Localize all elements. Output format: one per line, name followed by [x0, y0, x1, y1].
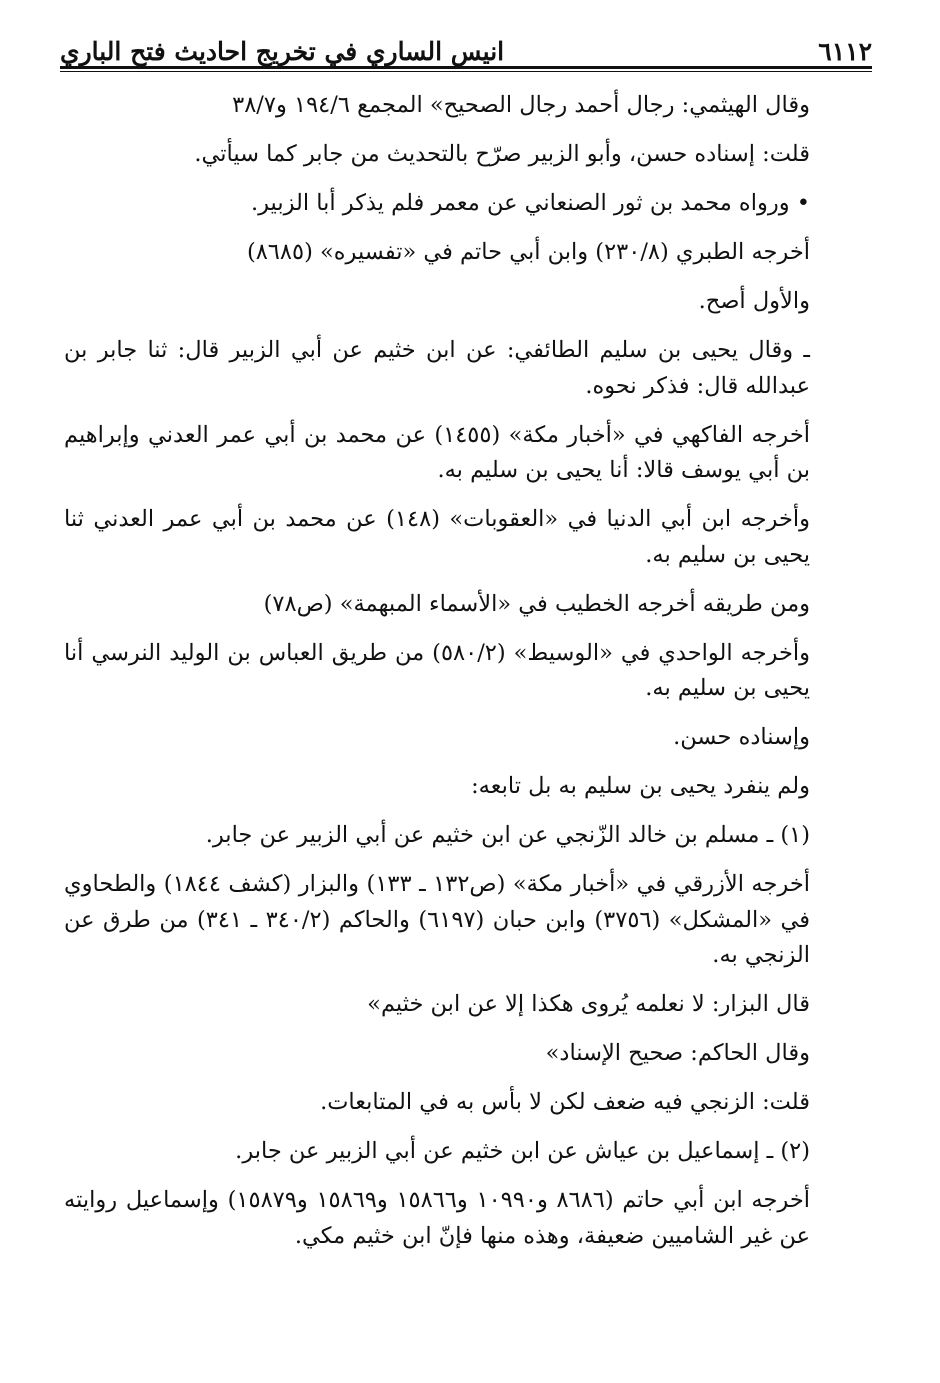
header-rule: [60, 66, 872, 69]
paragraph: والأول أصح.: [698, 288, 810, 314]
paragraph: أخرجه الأزرقي في «أخبار مكة» (ص١٣٢ ـ ١٣٣) والبزار (كشف ١٨٤٤) والطحاوي في «المشكل» (٣٧٥٦) وابن حبان (٦١٩٧) والحاكم (٣٤٠/٢ ـ ٣٤١) من طرق عن الزنجي به.: [64, 871, 810, 968]
paragraph: أخرجه الفاكهي في «أخبار مكة» (١٤٥٥) عن محمد بن أبي عمر العدني وإبراهيم بن أبي يوسف قالا: أنا يحيى بن سليم به.: [64, 421, 810, 483]
paragraph: قلت: الزنجي فيه ضعف لكن لا بأس به في المتابعات.: [320, 1089, 810, 1115]
paragraph: وقال الحاكم: صحيح الإسناد»: [545, 1040, 810, 1066]
paragraph: قلت: إسناده حسن، وأبو الزبير صرّح بالتحديث من جابر كما سيأتي.: [194, 141, 810, 167]
paragraph: (٢) ـ إسماعيل بن عياش عن ابن خثيم عن أبي الزبير عن جابر.: [235, 1138, 810, 1164]
paragraph: أخرجه ابن أبي حاتم (٨٦٨٦ و١٠٩٩٠ و١٥٨٦٦ و١٥٨٦٩ و١٥٨٧٩) وإسماعيل روايته عن غير الشاميين ضعيفة، وهذه منها فإنّ ابن خثيم مكي.: [64, 1187, 810, 1249]
header-rule-thin: [60, 71, 872, 72]
paragraph: ومن طريقه أخرجه الخطيب في «الأسماء المبهمة» (ص٧٨): [263, 590, 810, 617]
paragraph: وأخرجه الواحدي في «الوسيط» (٥٨٠/٢) من طريق العباس بن الوليد النرسي أنا يحيى بن سليم به.: [64, 639, 810, 701]
paragraph: ـ وقال يحيى بن سليم الطائفي: عن ابن خثيم عن أبي الزبير قال: ثنا جابر بن عبدالله قال: فذكر نحوه.: [64, 337, 810, 399]
paragraph: أخرجه الطبري (٢٣٠/٨) وابن أبي حاتم في «تفسيره» (٨٦٨٥): [246, 239, 810, 265]
paragraph: • ورواه محمد بن ثور الصنعاني عن معمر فلم يذكر أبا الزبير.: [250, 190, 810, 216]
paragraph: وإسناده حسن.: [673, 724, 810, 750]
paragraph: وقال الهيثمي: رجال أحمد رجال الصحيح» المجمع ١٩٤/٦ و٣٨/٧: [232, 92, 810, 118]
paragraph: قال البزار: لا نعلمه يُروى هكذا إلا عن ابن خثيم»: [367, 991, 810, 1017]
paragraph: ولم ينفرد يحيى بن سليم به بل تابعه:: [471, 773, 810, 799]
book-title: انيس الساري في تخريج احاديث فتح الباري: [60, 37, 505, 66]
page-number: ٦١١٢: [818, 37, 872, 66]
body-text: [64, 88, 870, 1268]
paragraph: وأخرجه ابن أبي الدنيا في «العقوبات» (١٤٨) عن محمد بن أبي عمر العدني ثنا يحيى بن سليم به.: [64, 506, 810, 568]
running-head: [60, 30, 872, 68]
paragraph: (١) ـ مسلم بن خالد الزّنجي عن ابن خثيم عن أبي الزبير عن جابر.: [205, 822, 810, 848]
